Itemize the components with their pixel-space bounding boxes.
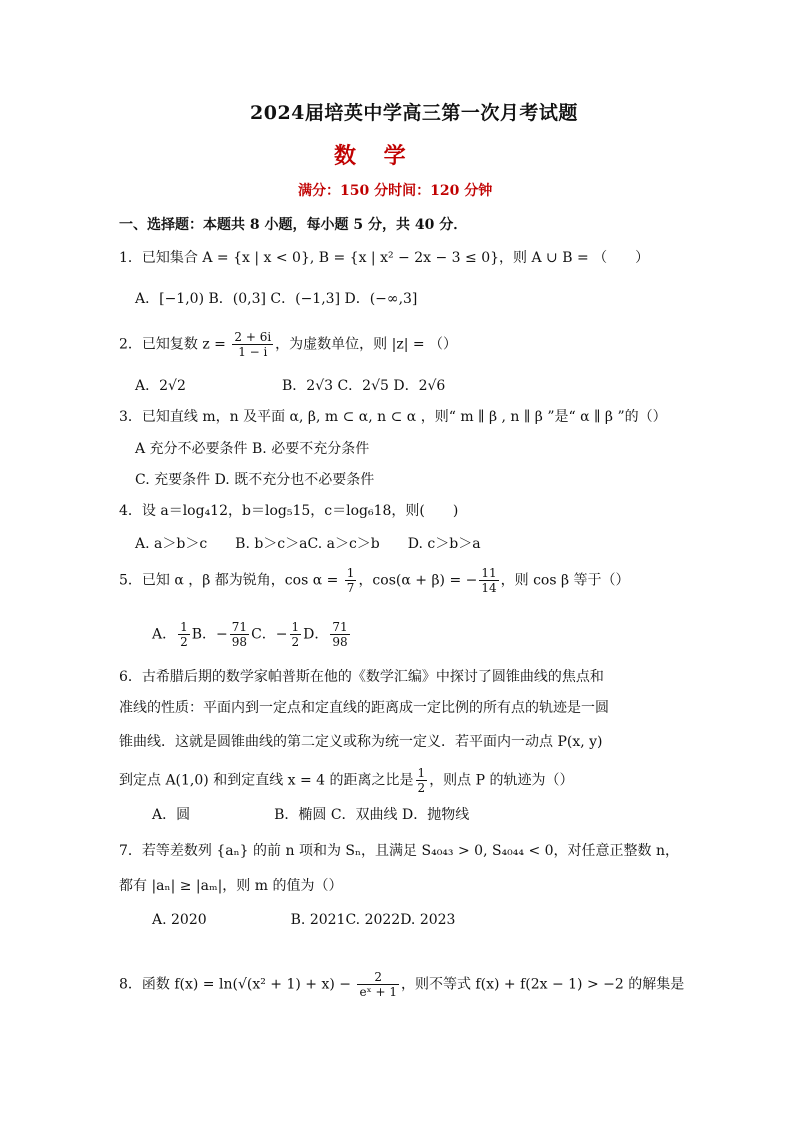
fraction-numerator: 1: [417, 766, 426, 780]
question-6-line-2: 准线的性质：平面内到一定点和定直线的距离成一定比例的所有点的轨迹是一圆: [119, 700, 609, 716]
subject-heading: 数 学: [334, 143, 416, 169]
page-title: 2024届培英中学高三第一次月考试题: [250, 102, 578, 124]
fraction-cos-sum: [479, 566, 498, 595]
fraction-denominator: 98: [231, 635, 248, 649]
fraction-numerator: 1: [180, 620, 188, 634]
option-b-fraction: [230, 620, 249, 649]
question-2-option-a: A．2√2: [135, 378, 186, 394]
question-1-stem: 1．已知集合 A = {x | x < 0}, B = {x | x² − 2x − 3 ≤ 0}，则 A ∪ B = （ ）: [119, 250, 650, 266]
question-6-options: A．圆 B．椭圆 C．双曲线 D．抛物线: [152, 807, 470, 823]
option-a-fraction: [178, 620, 190, 649]
fraction-numerator: 11: [481, 566, 497, 580]
option-b-label: B．−: [191, 626, 228, 643]
question-5-stem: [119, 566, 630, 595]
question-6-line-4-pre: 到定点 A(1,0) 和到定直线 x = 4 的距离之比是: [119, 772, 414, 789]
section-heading: 一、选择题：本题共 8 小题，每小题 5 分，共 40 分．: [119, 217, 468, 233]
question-5-options: [152, 620, 352, 649]
fraction-denominator: 14: [481, 581, 497, 595]
fraction-cos-alpha: [345, 566, 357, 595]
question-2-fraction: [232, 330, 273, 359]
question-6-line-3: 锥曲线．这就是圆锥曲线的第二定义或称为统一定义．若平面内一动点 P(x, y): [119, 734, 603, 750]
fraction-numerator: 2 + 6i: [234, 330, 272, 344]
fraction-denominator: 1 − i: [238, 345, 268, 359]
question-5-stem-mid: ，cos(α + β) = −: [358, 572, 478, 589]
option-a-label: A．: [152, 626, 177, 643]
question-2-stem-post: ，为虚数单位，则 |z| = （）: [275, 336, 458, 353]
fraction-denominator: 2: [417, 781, 426, 795]
question-8-fraction: [357, 970, 399, 999]
question-5-stem-post: ，则 cos β 等于（）: [500, 572, 630, 589]
fraction-numerator: 71: [332, 620, 348, 634]
question-3-stem: 3．已知直线 m，n 及平面 α, β, m ⊂ α, n ⊂ α ，则“ m ∥ β , n ∥ β ”是“ α ∥ β ”的（）: [119, 409, 667, 425]
question-6-line-1: 6．古希腊后期的数学家帕普斯在他的《数学汇编》中探讨了圆锥曲线的焦点和: [119, 669, 604, 685]
option-d-label: D．: [303, 626, 329, 643]
question-1-options: A．[−1,0) B．(0,3] C．(−1,3] D．(−∞,3]: [135, 291, 418, 307]
score-time-info: 满分：150 分时间：120 分钟: [298, 183, 493, 199]
question-7-line-2: 都有 |aₙ| ≥ |aₘ|，则 m 的值为（）: [119, 878, 343, 894]
option-c-fraction: [290, 620, 302, 649]
question-6-line-4: [119, 766, 574, 795]
fraction-denominator: 98: [332, 635, 348, 649]
fraction-numerator: 2: [357, 970, 399, 985]
question-4-stem: 4．设 a＝log₄12，b＝log₅15，c＝log₆18，则( ): [119, 503, 459, 519]
question-5-stem-pre: 5．已知 α ，β 都为锐角，cos α =: [119, 572, 343, 589]
fraction-denominator: 2: [291, 635, 300, 649]
question-2-options-rest: B．2√3 C．2√5 D．2√6: [282, 378, 446, 394]
question-4-options: A. a＞b＞c B. b＞c＞aC. a＞c＞b D. c＞b＞a: [135, 536, 481, 552]
question-8-stem-post: ，则不等式 f(x) + f(2x − 1) > −2 的解集是: [400, 976, 685, 993]
option-d-fraction: [330, 620, 349, 649]
question-8-stem-pre: 8．函数 f(x) = ln(√(x² + 1) + x) −: [119, 976, 356, 993]
question-8-stem: [119, 970, 684, 999]
question-2-stem: [119, 330, 457, 359]
fraction-numerator: 71: [231, 620, 248, 634]
option-c-label: C．−: [251, 626, 288, 643]
fraction-denominator: eˣ + 1: [359, 985, 397, 999]
fraction-denominator: 7: [346, 581, 355, 595]
question-2-stem-pre: 2．已知复数 z =: [119, 336, 231, 353]
question-7-options: A. 2020 B. 2021C. 2022D. 2023: [152, 912, 456, 928]
question-3-options-1: A 充分不必要条件 B. 必要不充分条件: [135, 441, 370, 457]
question-6-fraction: [416, 766, 428, 795]
question-3-options-2: C. 充要条件 D. 既不充分也不必要条件: [135, 472, 375, 488]
fraction-numerator: 1: [346, 566, 355, 580]
question-7-line-1: 7．若等差数列 {aₙ} 的前 n 项和为 Sₙ，且满足 S₄₀₄₃ > 0, S₄₀₄₄ < 0，对任意正整数 n，: [119, 843, 680, 859]
question-6-line-4-post: ，则点 P 的轨迹为（）: [429, 772, 574, 789]
fraction-denominator: 2: [180, 635, 188, 649]
fraction-numerator: 1: [291, 620, 300, 634]
